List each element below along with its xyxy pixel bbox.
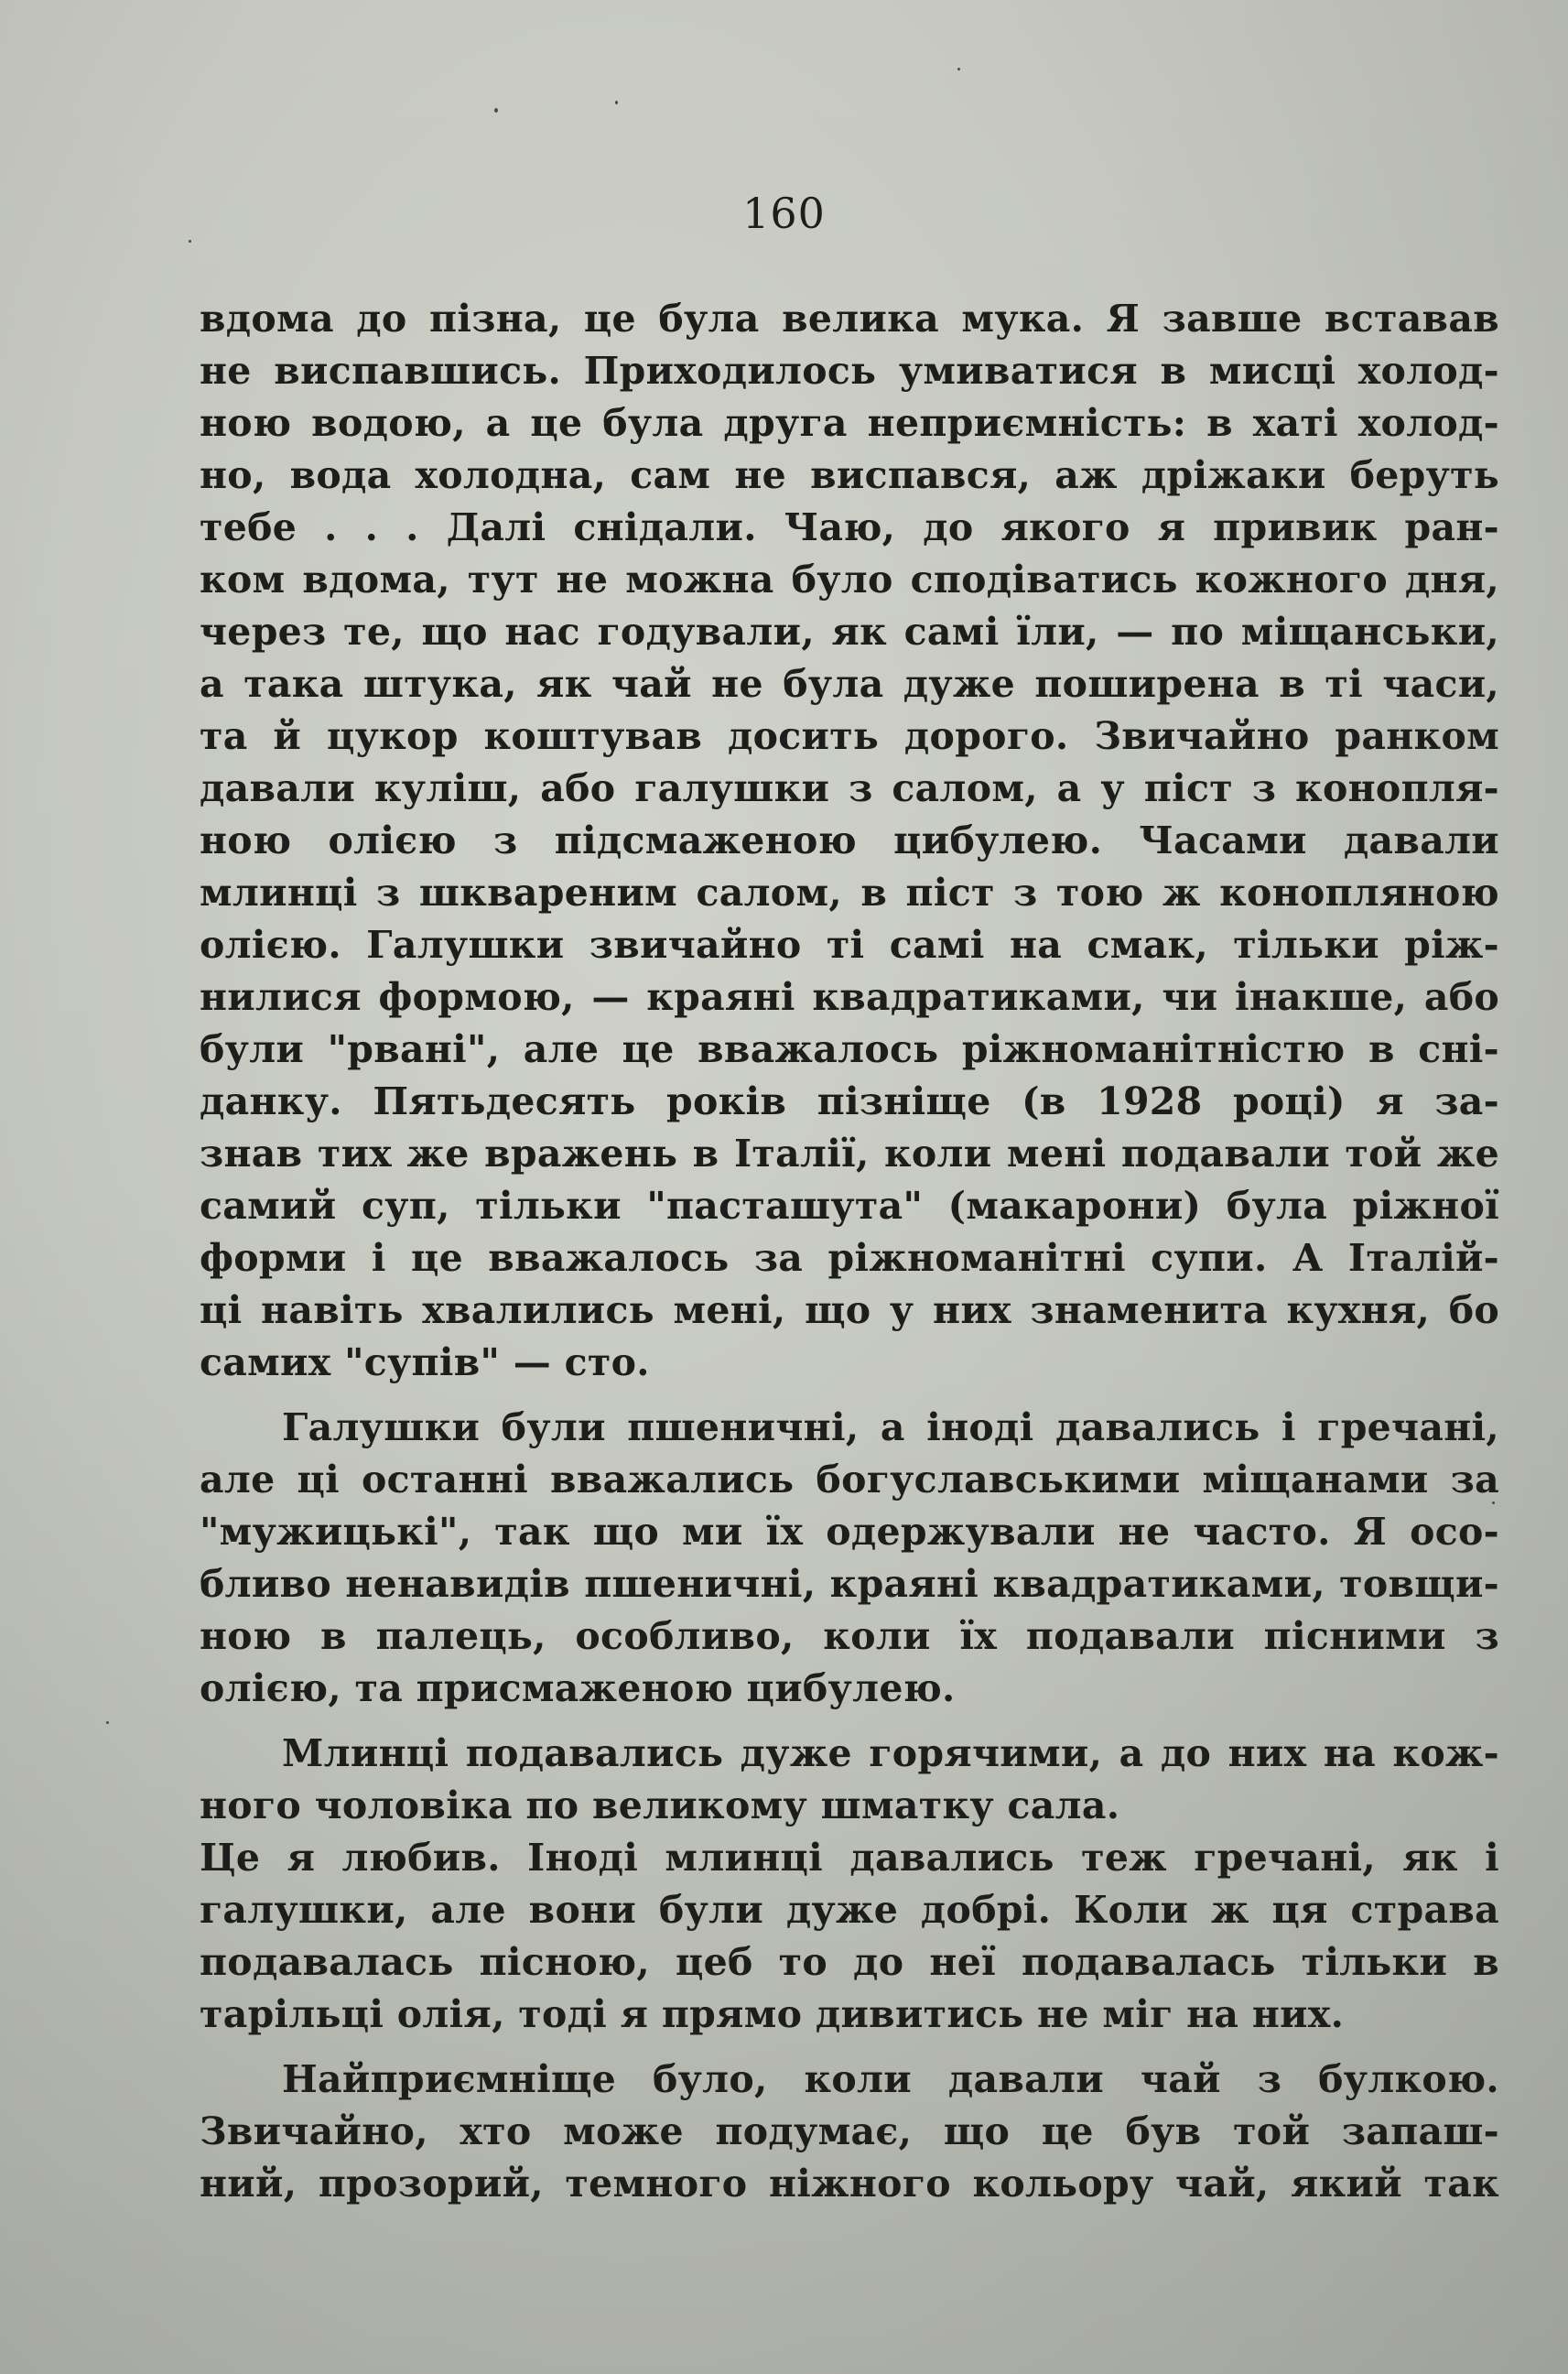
- text-line: ною водою, а це була друга неприємність: в хаті холод-: [200, 401, 1499, 445]
- text-line: ною в палець, особливо, коли їх подавали пісними з: [200, 1614, 1499, 1658]
- text-line: тарільці олія, тоді я прямо дивитись не міг на них.: [200, 1992, 1345, 2036]
- page-text: [200, 293, 1499, 2210]
- text-line: Млинці подавались дуже горячими, а до них на кож-: [282, 1731, 1499, 1775]
- paper-speck: [1492, 1501, 1495, 1504]
- text-line: Галушки були пшеничні, а іноді давались і гречані,: [282, 1405, 1499, 1449]
- text-line: Це я любив. Іноді млинці давались теж гречані, як і: [200, 1836, 1499, 1880]
- text-line: ною олією з підсмаженою цибулею. Часами давали: [200, 818, 1499, 862]
- text-line: олією. Галушки звичайно ті самі на смак, тільки ріж-: [200, 923, 1499, 967]
- text-line: бливо ненавидів пшеничні, краяні квадратиками, товщи-: [200, 1562, 1499, 1606]
- text-line: нилися формою, — краяні квадратиками, чи інакше, або: [200, 975, 1499, 1019]
- page-number: 160: [742, 189, 826, 238]
- text-line: ного чоловіка по великому шматку сала.: [200, 1783, 1120, 1827]
- text-line: та й цукор коштував досить дорого. Звичайно ранком: [200, 714, 1499, 758]
- paper-speck: [189, 240, 191, 243]
- text-line: Звичайно, хто може подумає, що це був той запаш-: [200, 2109, 1499, 2153]
- text-line: ком вдома, тут не можна було сподіватись кожного дня,: [200, 558, 1499, 602]
- text-line: галушки, але вони були дуже добрі. Коли ж ця страва: [200, 1888, 1499, 1932]
- text-line: через те, що нас годували, як самі їли, — по міщанськи,: [200, 610, 1499, 654]
- text-line: форми і це вважалось за ріжноманітні супи. А Італій-: [200, 1236, 1499, 1280]
- text-line: данку. Пятьдесять років пізніще (в 1928 році) я за-: [200, 1079, 1499, 1123]
- paragraph-gap: [200, 1715, 1499, 1728]
- text-line: вдома до пізна, це була велика мука. Я завше вставав: [200, 297, 1499, 341]
- text-line: самий суп, тільки "пасташута" (макарони) була ріжної: [200, 1184, 1499, 1228]
- text-line: самих "супів" — сто.: [200, 1340, 650, 1384]
- text-line: були "рвані", але це вважалось ріжноманітністю в сні-: [200, 1027, 1499, 1071]
- text-line: подавалась пісною, цеб то до неї подавалась тільки в: [200, 1940, 1499, 1984]
- text-line: олією, та присмаженою цибулею.: [200, 1666, 956, 1710]
- text-line: млинці з шквареним салом, в піст з тою ж конопляною: [200, 871, 1499, 915]
- text-line: ці навіть хвалились мені, що у них знаменита кухня, бо: [200, 1288, 1499, 1332]
- paper-speck: [494, 108, 498, 113]
- text-line: но, вода холодна, сам не виспався, аж дрiжаки беруть: [200, 453, 1499, 497]
- text-line: "мужицькі", так що ми їх одержували не часто. Я осо-: [200, 1510, 1499, 1554]
- text-line: а така штука, як чай не була дуже поширена в ті часи,: [200, 662, 1499, 706]
- text-line: тебе . . . Далі снідали. Чаю, до якого я привик ран-: [200, 505, 1499, 549]
- paper-speck: [957, 68, 960, 70]
- text-line: але ці останні вважались богуславськими міщанами за: [200, 1458, 1499, 1501]
- paper-speck: [106, 1721, 109, 1724]
- paragraph-gap: [200, 2041, 1499, 2054]
- paragraph-gap: [200, 1389, 1499, 1402]
- text-line: знав тих же вражень в Італії, коли мені подавали той же: [200, 1132, 1499, 1176]
- paper-speck: [615, 101, 618, 104]
- text-line: давали куліш, або галушки з салом, а у піст з конопля-: [200, 766, 1499, 810]
- text-line: ний, прозорий, темного ніжного кольору чай, який так: [200, 2162, 1499, 2206]
- text-line: не виспавшись. Приходилось умиватися в мисці холод-: [200, 349, 1499, 393]
- text-line: Найприємніще було, коли давали чай з булкою.: [282, 2057, 1499, 2101]
